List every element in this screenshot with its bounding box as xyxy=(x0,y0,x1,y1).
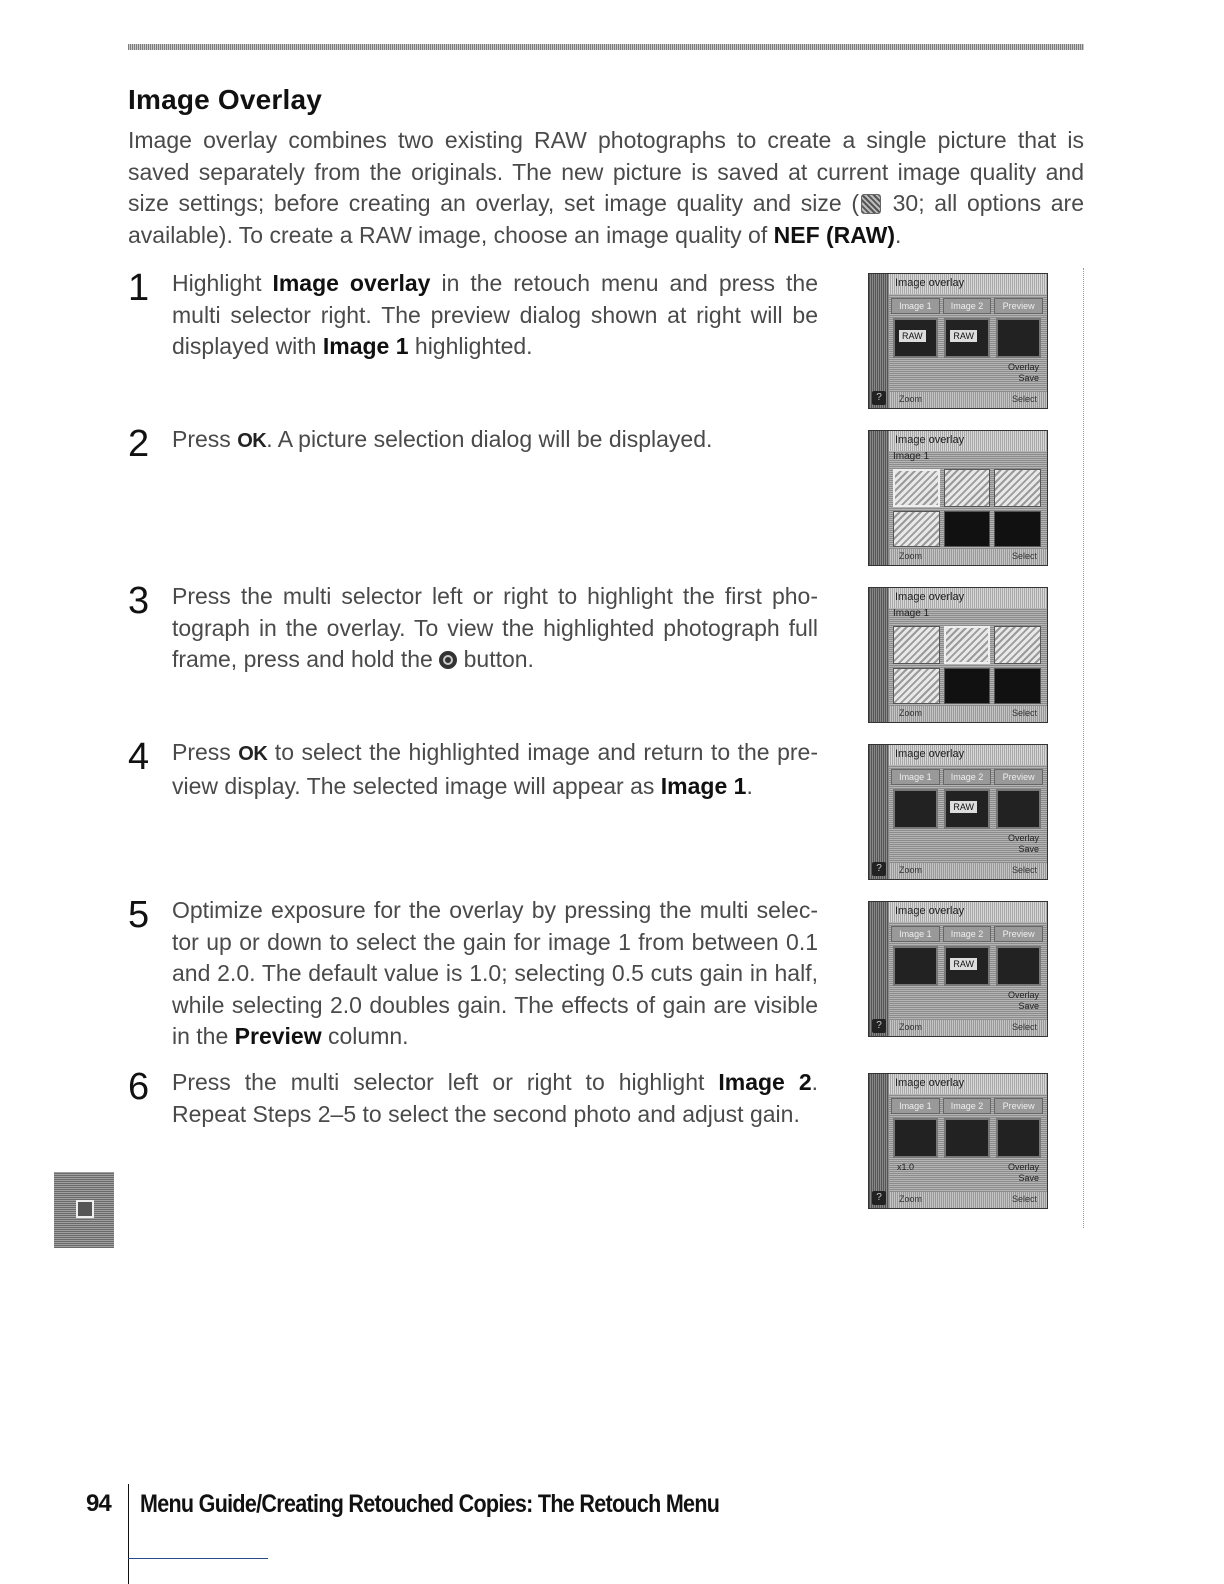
thumb-3 xyxy=(996,789,1041,829)
intro-text-1: Image overlay combines two existing RAW photographs to create a single picture that is saved separately from the originals. The new picture is saved at current image quality and size settings; before creating an overlay, set image quality and size ( xyxy=(128,127,1084,216)
thumb-3 xyxy=(996,1118,1041,1158)
step-text xyxy=(172,581,818,676)
save-label: Save xyxy=(1018,844,1039,854)
thumb-2 xyxy=(944,789,989,829)
screen-sidebar xyxy=(869,274,889,408)
step-number: 4 xyxy=(128,736,150,778)
thumb-2 xyxy=(944,946,989,986)
step-text xyxy=(172,895,818,1053)
grid-thumb xyxy=(994,668,1041,704)
step-number: 5 xyxy=(128,894,150,936)
t: in the retouch menu and press the multi selector right. The preview dialog shown at right will be displayed with xyxy=(172,270,818,359)
screen-footer xyxy=(889,863,1047,879)
screen-tabs xyxy=(891,926,1043,942)
tab-image-1: Image 1 xyxy=(891,298,940,314)
screen-header: Image overlay xyxy=(889,588,1047,608)
help-icon: ? xyxy=(872,862,886,876)
ok-button-label: OK xyxy=(237,430,267,452)
tab-image-1: Image 1 xyxy=(891,1098,940,1114)
overlay-label: Overlay xyxy=(1007,1162,1039,1172)
zoom-label: Zoom xyxy=(899,1194,923,1204)
overlay-save-labels xyxy=(1008,990,1039,1012)
thumb-grid xyxy=(893,469,1041,547)
page-title: Image Overlay xyxy=(128,84,323,115)
screen-sidebar xyxy=(869,588,889,722)
t: Optimize exposure for the overlay by pressing the multi selec-tor up or down to select the gain for image 1 from between 0.1 and 2.0. The default value is 1.0; selecting 0.5 cuts gain in half, while selecting 2.0 doubles gain. The effects of gain are visible in the xyxy=(172,897,818,1049)
tab-image-2: Image 2 xyxy=(943,769,992,785)
t: highlighted. xyxy=(408,333,533,359)
image-quality-icon xyxy=(861,194,881,214)
grid-thumb xyxy=(994,511,1041,547)
t: Press xyxy=(172,426,238,452)
raw-badge: RAW xyxy=(899,330,926,342)
tab-image-2: Image 2 xyxy=(943,926,992,942)
thumb-3 xyxy=(996,318,1041,358)
grid-thumb xyxy=(893,668,940,704)
step-number: 2 xyxy=(128,423,150,465)
image-1-label: Image 1 xyxy=(660,772,747,799)
overlay-label: Overlay xyxy=(1007,362,1039,372)
screen-thumbs xyxy=(893,946,1041,986)
screen-thumbs xyxy=(893,789,1041,829)
raw-badge: RAW xyxy=(950,330,977,342)
overlay-save-labels xyxy=(1008,833,1039,855)
zoom-label: Zoom xyxy=(899,394,923,404)
page-number: 94 xyxy=(86,1490,111,1517)
t: . Repeat Steps 2–5 to select the second photo and adjust gain. xyxy=(172,1069,819,1127)
intro-paragraph xyxy=(128,125,1084,251)
grid-thumb xyxy=(944,469,991,507)
t: button. xyxy=(457,646,534,672)
select-label: Select xyxy=(1011,551,1037,561)
thumb-1 xyxy=(893,318,938,358)
screen-footer xyxy=(889,392,1047,408)
zoom-label: Zoom xyxy=(899,865,923,875)
grid-thumb xyxy=(944,668,991,704)
image-overlay-label: Image overlay xyxy=(272,270,431,296)
t: Highlight xyxy=(172,270,273,296)
gain-value: x1.0 xyxy=(897,1162,915,1172)
step-text xyxy=(172,1067,818,1130)
screen-sidebar xyxy=(869,902,889,1036)
grid-thumb xyxy=(994,469,1041,507)
overlay-label: Overlay xyxy=(1007,833,1039,843)
footer-underline xyxy=(128,1558,268,1559)
select-label: Select xyxy=(1011,865,1037,875)
screen-sidebar xyxy=(869,431,889,565)
image-1-label: Image 1 xyxy=(322,333,409,359)
camera-screen-selection-2 xyxy=(868,587,1048,723)
t: . A picture selection dialog will be displayed. xyxy=(266,426,713,452)
t: . xyxy=(746,772,753,799)
screen-sidebar xyxy=(869,745,889,879)
save-label: Save xyxy=(1018,373,1039,383)
raw-badge: RAW xyxy=(950,958,977,970)
thumb-2 xyxy=(944,318,989,358)
screen-footer xyxy=(889,1020,1047,1036)
image-2-label: Image 2 xyxy=(718,1069,812,1095)
thumb-1 xyxy=(893,1118,938,1158)
t: Press the multi selector left or right to highlight the first pho-tograph in the overlay. To view the highlighted photograph full frame, press and hold the xyxy=(172,583,818,672)
tab-preview: Preview xyxy=(994,926,1043,942)
camera-screen-gain xyxy=(868,901,1048,1037)
save-label: Save xyxy=(1018,1173,1039,1183)
t: to select the highlighted image and return to the pre-view display. The selected image will appear as xyxy=(172,739,818,799)
intro-end: . xyxy=(895,221,902,248)
t: Press the multi selector left or right to highlight xyxy=(172,1069,719,1095)
overlay-label: Overlay xyxy=(1007,990,1039,1000)
step-text xyxy=(172,424,818,458)
thumb-grid xyxy=(893,626,1041,704)
retouch-tab-marker xyxy=(54,1172,114,1248)
screen-header: Image overlay xyxy=(889,1074,1047,1094)
overlay-save-labels xyxy=(1008,362,1039,384)
select-label: Select xyxy=(1011,1022,1037,1032)
preview-label: Preview xyxy=(234,1023,322,1049)
step-number: 6 xyxy=(128,1066,150,1108)
help-icon: ? xyxy=(872,391,886,405)
camera-screen-preview-2 xyxy=(868,744,1048,880)
screen-tabs xyxy=(891,1098,1043,1114)
tab-preview: Preview xyxy=(994,769,1043,785)
screen-sub-title: Image 1 xyxy=(893,451,930,462)
thumb-2 xyxy=(944,1118,989,1158)
zoom-label: Zoom xyxy=(899,708,923,718)
dotted-guide xyxy=(1082,268,1084,1228)
tab-image-2: Image 2 xyxy=(943,298,992,314)
screen-thumbs xyxy=(893,318,1041,358)
select-label: Select xyxy=(1011,708,1037,718)
screen-sub-title: Image 1 xyxy=(893,608,930,619)
tab-image-2: Image 2 xyxy=(943,1098,992,1114)
thumb-3 xyxy=(996,946,1041,986)
grid-thumb xyxy=(994,626,1041,664)
screen-header: Image overlay xyxy=(889,745,1047,765)
zoom-label: Zoom xyxy=(899,551,923,561)
grid-thumb xyxy=(893,469,940,507)
step-text xyxy=(172,268,818,363)
step-number: 3 xyxy=(128,580,150,622)
screen-footer xyxy=(889,549,1047,565)
screen-thumbs xyxy=(893,1118,1041,1158)
camera-screen-selection-1 xyxy=(868,430,1048,566)
zoom-label: Zoom xyxy=(899,1022,923,1032)
thumb-1 xyxy=(893,789,938,829)
camera-screen-preview-1 xyxy=(868,273,1048,409)
tab-image-1: Image 1 xyxy=(891,769,940,785)
tab-preview: Preview xyxy=(994,298,1043,314)
retouch-tab-icon xyxy=(76,1200,94,1218)
screen-tabs xyxy=(891,298,1043,314)
screen-footer xyxy=(889,706,1047,722)
help-icon: ? xyxy=(872,1019,886,1033)
section-title: Menu Guide/Creating Retouched Copies: The Retouch Menu xyxy=(140,1490,720,1518)
grid-thumb xyxy=(944,511,991,547)
zoom-button-icon xyxy=(439,651,457,669)
select-label: Select xyxy=(1011,1194,1037,1204)
screen-header: Image overlay xyxy=(889,274,1047,294)
grid-thumb xyxy=(944,626,991,664)
grid-thumb xyxy=(893,511,940,547)
t: Press xyxy=(172,739,239,765)
intro-text-2: 30; all options are available). To create a RAW image, choose an image quality of xyxy=(128,190,1085,248)
grid-thumb xyxy=(893,626,940,664)
screen-header: Image overlay xyxy=(889,902,1047,922)
overlay-save-labels xyxy=(1008,1162,1039,1184)
save-label: Save xyxy=(1018,1001,1039,1011)
footer-divider xyxy=(128,1484,129,1584)
thumb-1 xyxy=(893,946,938,986)
screen-sidebar xyxy=(869,1074,889,1208)
help-icon: ? xyxy=(872,1191,886,1205)
t: column. xyxy=(321,1023,409,1049)
ok-button-label: OK xyxy=(238,743,268,765)
select-label: Select xyxy=(1011,394,1037,404)
step-text xyxy=(172,737,818,802)
screen-header: Image overlay xyxy=(889,431,1047,451)
raw-badge: RAW xyxy=(950,801,977,813)
top-rule xyxy=(128,44,1084,50)
tab-preview: Preview xyxy=(994,1098,1043,1114)
screen-footer xyxy=(889,1192,1047,1208)
tab-image-1: Image 1 xyxy=(891,926,940,942)
nef-raw-label: NEF (RAW) xyxy=(773,221,895,248)
camera-screen-image-2 xyxy=(868,1073,1048,1209)
screen-tabs xyxy=(891,769,1043,785)
step-number: 1 xyxy=(128,267,150,309)
